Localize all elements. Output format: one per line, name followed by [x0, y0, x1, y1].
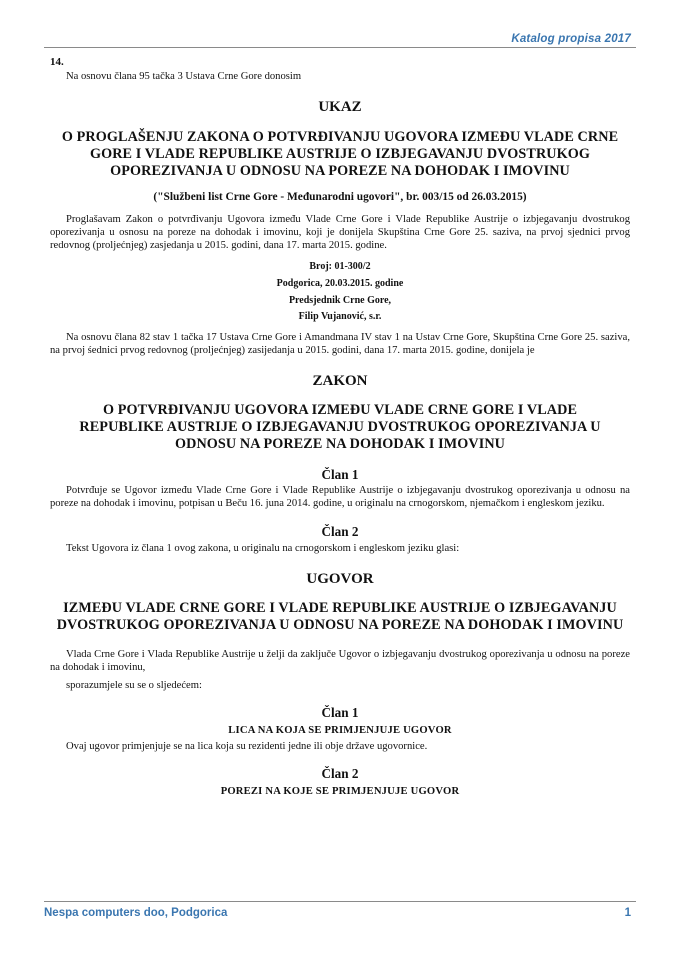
document-body: [50, 54, 630, 799]
zakon-heading: ZAKON: [312, 373, 368, 389]
signature-role: Predsjednik Crne Gore,: [288, 295, 392, 306]
zakon-clan2-heading: Član 2: [321, 524, 359, 539]
signature-place-date: Podgorica, 20.03.2015. godine: [276, 278, 404, 289]
ugovor-heading: UGOVOR: [306, 571, 374, 587]
article1-heading: Član 1: [321, 705, 359, 720]
page-number: 1: [624, 907, 631, 919]
header-divider: [44, 47, 636, 48]
ukaz-title: O PROGLAŠENJU ZAKONA O POTVRĐIVANJU UGOVORA IZMEĐU VLADE CRNE GORE I VLADE REPUBLIKE AUSTRIJE O IZBJEGAVANJU DVOSTRUKOG OPOREZIVANJA U ODNOSU NA POREZE NA DOHODAK I IMOVINU: [61, 129, 619, 179]
signature-number: Broj: 01-300/2: [309, 261, 371, 272]
footer-divider: [44, 901, 636, 902]
treaty-agreement-line: sporazumjele su se o sljedećem:: [66, 680, 202, 691]
treaty-preamble: Vlada Crne Gore i Vlada Republike Austrije u želji da zaključe Ugovor o izbjegavanju dvostrukog oporezivanja u odnosu na poreze na dohodak i imovinu,: [50, 649, 630, 673]
ukaz-heading: UKAZ: [318, 99, 362, 115]
footer-company: Nespa computers doo, Podgorica: [44, 907, 228, 919]
article2-heading: Član 2: [321, 766, 359, 781]
law-basis-paragraph: Na osnovu člana 82 stav 1 tačka 17 Ustava Crne Gore i Amandmana IV stav 1 na Ustav Crne Gore, Skupština Crne Gore 25. saziva, na prvoj śednici prvog redovnog (proljećnjeg) zasijedanja u 2015. godini, dana 17. marta 2015. godine, donijela je: [50, 332, 630, 356]
article2-title: POREZI NA KOJE SE PRIMJENJUJE UGOVOR: [220, 786, 460, 797]
intro-paragraph: Na osnovu člana 95 tačka 3 Ustava Crne Gore donosim: [66, 71, 302, 82]
zakon-clan1-text: Potvrđuje se Ugovor između Vlade Crne Gore i Vlade Republike Austrije o izbjegavanju dvostrukog oporezivanja u odnosu na poreze na dohodak i imovinu, potpisan u Beču 16. juna 2014. godine, u originalu na crnogorskom, njemačkom i engleskom jeziku.: [50, 485, 630, 509]
article1-text: Ovaj ugovor primjenjuje se na lica koja su rezidenti jedne ili obje države ugovornice.: [66, 741, 428, 752]
proclamation-paragraph: Proglašavam Zakon o potvrđivanju Ugovora između Vlade Crne Gore i Vlade Republike Austrije o izbjegavanju dvostrukog oporezivanja u osnosu na poreze na dohodak i imovinu, koji je donijela Skupština Crne Gore 25. saziva, na prvoj sjednici prvog redovnog (proljećnjeg) zasjedanja u 2015. godini, dana 17. marta 2015. godine.: [50, 214, 630, 251]
zakon-clan1-heading: Član 1: [321, 467, 359, 482]
document-number: 14.: [50, 56, 64, 68]
zakon-title: O POTVRĐIVANJU UGOVORA IZMEĐU VLADE CRNE GORE I VLADE REPUBLIKE AUSTRIJE O IZBJEGAVANJU DVOSTRUKOG OPOREZIVANJA U ODNOSU NA POREZE NA DOHODAK I IMOVINU: [79, 402, 601, 452]
official-gazette-source: ("Službeni list Crne Gore - Međunarodni ugovori", br. 003/15 od 26.03.2015): [153, 191, 527, 203]
zakon-clan2-text: Tekst Ugovora iz člana 1 ovog zakona, u originalu na crnogorskom i engleskom jeziku glasi:: [66, 543, 460, 554]
article1-title: LICA NA KOJA SE PRIMJENJUJE UGOVOR: [228, 725, 452, 736]
signature-name: Filip Vujanović, s.r.: [298, 311, 382, 322]
catalog-header-title: Katalog propisa 2017: [511, 33, 631, 45]
ugovor-title: IZMEĐU VLADE CRNE GORE I VLADE REPUBLIKE AUSTRIJE O IZBJEGAVANJU DVOSTRUKOG OPOREZIVANJA U ODNOSU NA POREZE NA DOHODAK I IMOVINU: [56, 600, 624, 633]
